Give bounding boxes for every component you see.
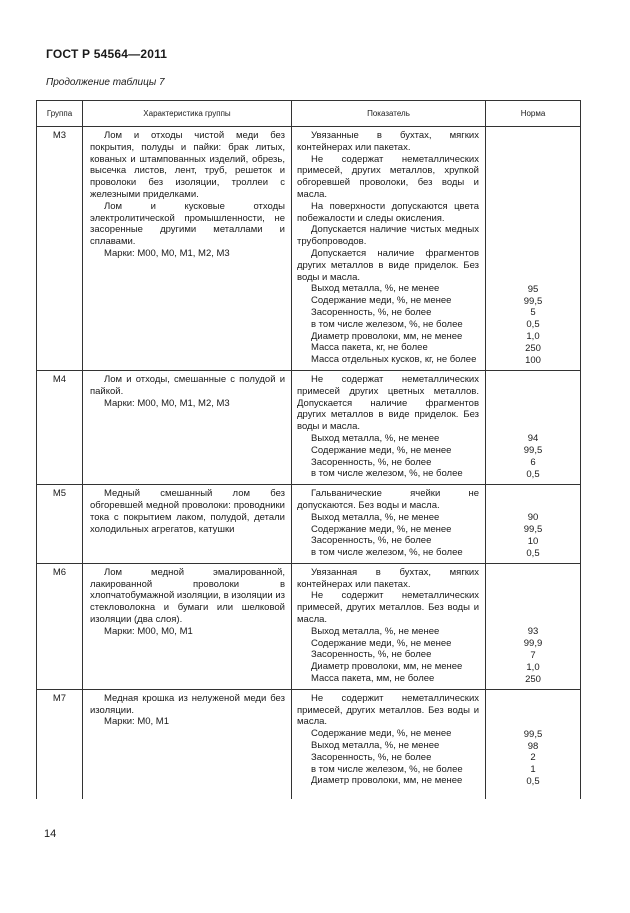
continuation-cell: [292, 791, 486, 799]
characteristic-paragraph: Медная крошка из нелуженой меди без изоляции.: [90, 692, 285, 716]
indicator-item: Диаметр проволоки, мм, не менее: [311, 330, 463, 342]
group-characteristic: [83, 689, 292, 791]
group-code: М4: [37, 370, 83, 484]
norm-value: 0,5: [526, 775, 540, 787]
norm-value: 90: [527, 512, 539, 524]
norm-value: 95: [527, 283, 539, 295]
norm-value: 94: [527, 433, 539, 445]
indicator-item: Содержание меди, %, не менее: [311, 295, 452, 307]
table-row: [37, 485, 581, 564]
characteristic-paragraph: Лом и отходы чистой меди без покрытия, полуды и пайки: брак литых, кованых и штампованных изделий, обрезь, высечка листов, лент, труб, решеток и проволоки без изоляции, троллеи с железными приделками.: [90, 130, 285, 200]
continuation-cell: [37, 791, 83, 799]
norm-value: 1,0: [526, 331, 540, 343]
indicator-cell: [292, 563, 486, 689]
norm-value: 93: [527, 626, 539, 638]
indicator-cell: [292, 485, 486, 564]
indicator-item: Засоренность, %, не более: [311, 649, 432, 661]
indicator-cell: [292, 127, 486, 371]
norm-cell: [486, 127, 581, 371]
indicator-note: Увязанная в бухтах, мягких контейнерах или пакетах.: [297, 566, 479, 590]
indicator-cell: [292, 370, 486, 484]
group-characteristic: [83, 563, 292, 689]
norm-value: 99,5: [523, 295, 543, 307]
characteristic-paragraph: Медный смешанный лом без обгоревшей медной проволоки: проводники тока с покрытием лаком, полудой, детали холодильных агрегатов, катушки: [90, 488, 285, 535]
indicator-item: Выход металла, %, не менее: [311, 432, 440, 444]
norm-cell: [486, 689, 581, 791]
norm-value: 100: [525, 354, 541, 366]
header-characteristic: Характеристика группы: [83, 101, 292, 127]
indicator-note: Не содержит неметаллических примесей, других металлов. Без воды и масла.: [297, 692, 479, 728]
norm-value: 99,5: [523, 524, 543, 535]
indicator-note: Гальванические ячейки не допускаются. Без воды и масла.: [297, 488, 479, 511]
group-characteristic: [83, 485, 292, 564]
indicator-note: На поверхности допускаются цвета побежалости и следы окисления.: [297, 200, 479, 224]
indicator-note: Увязанные в бухтах, мягких контейнерах или пакетах.: [297, 130, 479, 153]
header-norm: Норма: [486, 101, 581, 127]
indicator-note: Допускается наличие фрагментов других металлов в виде приделок. Без воды и масла.: [297, 247, 479, 283]
table-caption: Продолжение таблицы 7: [46, 77, 165, 88]
indicator-item: Засоренность, %, не более: [311, 306, 432, 318]
indicator-item: в том числе железом, %, не более: [311, 547, 463, 559]
indicator-item: Масса отдельных кусков, кг, не более: [311, 354, 477, 366]
standard-designation: ГОСТ Р 54564—2011: [46, 47, 168, 61]
group-characteristic: [83, 370, 292, 484]
group-code: М7: [37, 689, 83, 791]
table-row: [37, 370, 581, 484]
indicator-item: Засоренность, %, не более: [311, 751, 432, 763]
indicator-item: в том числе железом, %, не более: [311, 468, 463, 480]
page-number: 14: [44, 828, 57, 840]
indicator-note: Не содержат неметаллических примесей, других металлов, хрупкой обгоревшей проволоки, без воды и масла.: [297, 153, 479, 200]
indicator-item: Диаметр проволоки, мм, не менее: [311, 775, 463, 787]
indicator-item: Засоренность, %, не более: [311, 456, 432, 468]
norm-value: 5: [530, 307, 536, 319]
table-header-row: [37, 101, 581, 127]
indicator-item: Диаметр проволоки, мм, не менее: [311, 661, 463, 673]
indicator-item: Масса пакета, мм, не более: [311, 673, 435, 685]
characteristic-paragraph: Марки: М00, М0, М1, М2, М3: [104, 247, 230, 259]
indicator-note: Допускается наличие чистых медных трубопроводов.: [297, 224, 479, 248]
continuation-cell: [486, 791, 581, 799]
norm-value: 99,5: [523, 445, 543, 457]
norm-value: 99,5: [523, 728, 543, 740]
indicator-item: Масса пакета, кг, не более: [311, 342, 428, 354]
indicator-item: Выход металла, %, не менее: [311, 511, 440, 523]
norm-value: 250: [525, 342, 541, 354]
norm-value: 98: [527, 740, 539, 752]
indicator-item: Выход металла, %, не менее: [311, 625, 440, 637]
table-continuation: [37, 791, 581, 799]
indicator-item: Выход металла, %, не менее: [311, 283, 440, 295]
norm-value: 10: [527, 535, 539, 547]
norm-cell: [486, 485, 581, 564]
group-code: М6: [37, 563, 83, 689]
indicator-item: Содержание меди, %, не менее: [311, 444, 452, 456]
table-row: [37, 563, 581, 689]
norm-cell: [486, 563, 581, 689]
norm-cell: [486, 370, 581, 484]
indicator-item: Засоренность, %, не более: [311, 535, 432, 547]
indicator-item: Содержание меди, %, не менее: [311, 728, 452, 740]
norm-value: 0,5: [526, 468, 540, 480]
indicator-cell: [292, 689, 486, 791]
norm-value: 6: [530, 457, 536, 469]
norm-value: 0,5: [526, 319, 540, 331]
indicator-item: в том числе железом, %, не более: [311, 763, 463, 775]
norm-value: 250: [525, 673, 541, 685]
norm-value: 7: [530, 649, 536, 661]
header-group: Группа: [37, 101, 83, 127]
norm-value: 2: [530, 752, 536, 764]
indicator-note: Не содержит неметаллических примесей, других металлов. Без воды и масла.: [297, 590, 479, 626]
indicator-item: Содержание меди, %, не менее: [311, 523, 452, 535]
indicator-item: в том числе железом, %, не более: [311, 318, 463, 330]
table-row: [37, 127, 581, 371]
norm-value: 1,0: [526, 661, 540, 673]
norm-value: 0,5: [526, 547, 540, 559]
continuation-cell: [83, 791, 292, 799]
requirements-table: [36, 100, 581, 799]
table-row: [37, 689, 581, 791]
indicator-item: Выход металла, %, не менее: [311, 740, 440, 752]
norm-value: 1: [530, 764, 536, 776]
characteristic-paragraph: Лом медной эмалированной, лакированной проволоки в хлопчатобумажной изоляции, в изоляции из стекловолокна и бумаги или шелковой изоляции (два слоя).: [90, 566, 285, 626]
characteristic-paragraph: Лом и отходы, смешанные с полудой и пайкой.: [90, 373, 285, 397]
indicator-item: Содержание меди, %, не менее: [311, 637, 452, 649]
indicator-note: Не содержат неметаллических примесей других цветных металлов. Допускается наличие фрагментов других металлов в виде приделок. Без воды и масла.: [297, 373, 479, 433]
group-characteristic: [83, 127, 292, 371]
norm-value: 99,9: [523, 638, 543, 650]
characteristic-paragraph: Лом и кусковые отходы электролитической промышленности, не засоренные другими металлами и сплавами.: [90, 200, 285, 248]
characteristic-paragraph: Марки: М00, М0, М1: [104, 625, 193, 637]
characteristic-paragraph: Марки: М0, М1: [104, 716, 170, 728]
characteristic-paragraph: Марки: М00, М0, М1, М2, М3: [104, 397, 230, 409]
header-indicator: Показатель: [292, 101, 486, 127]
group-code: М5: [37, 485, 83, 564]
group-code: М3: [37, 127, 83, 371]
